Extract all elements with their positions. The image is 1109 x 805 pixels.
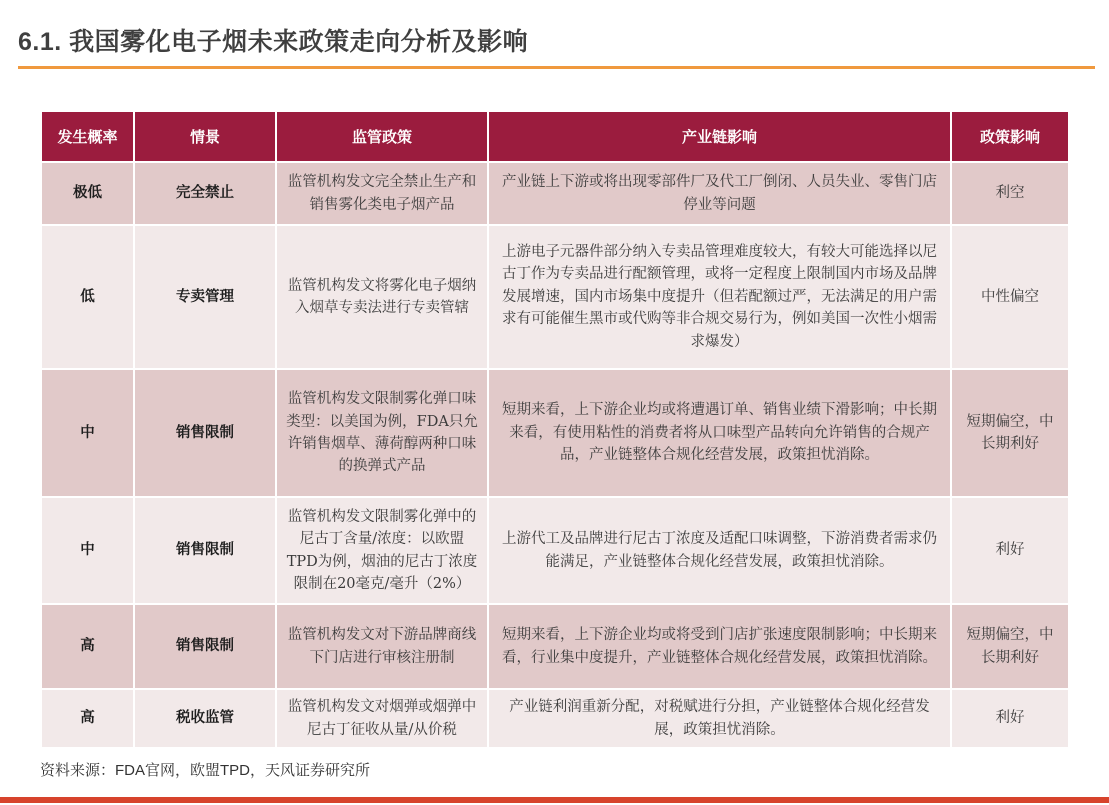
page-title: 6.1. 我国雾化电子烟未来政策走向分析及影响 — [18, 28, 529, 56]
industry-impact-cell: 上游电子元器件部分纳入专卖品管理难度较大，有较大可能选择以尼古丁作为专卖品进行配额管理，或将一定程度上限制国内市场及品牌发展增速，国内市场集中度提升（但若配额过严，无法满足的用户需求有可能催生黑市或代购等非合规交易行为，例如美国一次性小烟需求爆发） — [488, 225, 951, 369]
probability-cell: 中 — [41, 497, 134, 604]
probability-cell: 高 — [41, 689, 134, 748]
policy-cell: 监管机构发文对烟弹或烟弹中尼古丁征收从量/从价税 — [276, 689, 488, 748]
scenario-cell: 专卖管理 — [134, 225, 276, 369]
table-row — [41, 497, 1069, 604]
industry-impact-cell: 产业链利润重新分配，对税赋进行分担，产业链整体合规化经营发展，政策担忧消除。 — [488, 689, 951, 748]
probability-cell: 高 — [41, 604, 134, 689]
source-note: 资料来源：FDA官网，欧盟TPD，天风证券研究所 — [40, 762, 371, 779]
header-policy-effect: 政策影响 — [951, 111, 1069, 162]
policy-effect-cell: 利空 — [951, 162, 1069, 225]
header-industry-impact: 产业链影响 — [488, 111, 951, 162]
header-probability: 发生概率 — [41, 111, 134, 162]
policy-effect-cell: 短期偏空，中长期利好 — [951, 604, 1069, 689]
scenario-cell: 完全禁止 — [134, 162, 276, 225]
probability-cell: 极低 — [41, 162, 134, 225]
table-row — [41, 604, 1069, 689]
scenario-cell: 税收监管 — [134, 689, 276, 748]
policy-cell: 监管机构发文限制雾化弹中的尼古丁含量/浓度：以欧盟TPD为例，烟油的尼古丁浓度限制在20毫克/毫升（2%） — [276, 497, 488, 604]
scenario-cell: 销售限制 — [134, 604, 276, 689]
title-underline — [18, 66, 1095, 69]
industry-impact-cell: 产业链上下游或将出现零部件厂及代工厂倒闭、人员失业、零售门店停业等问题 — [488, 162, 951, 225]
scenario-cell: 销售限制 — [134, 369, 276, 497]
policy-cell: 监管机构发文将雾化电子烟纳入烟草专卖法进行专卖管辖 — [276, 225, 488, 369]
policy-effect-cell: 利好 — [951, 497, 1069, 604]
table-row — [41, 162, 1069, 225]
policy-effect-cell: 利好 — [951, 689, 1069, 748]
scenario-cell: 销售限制 — [134, 497, 276, 604]
bottom-accent-bar — [0, 797, 1109, 803]
policy-scenario-table — [40, 110, 1070, 749]
table-row — [41, 225, 1069, 369]
table-header-row — [41, 111, 1069, 162]
industry-impact-cell: 短期来看，上下游企业均或将遭遇订单、销售业绩下滑影响；中长期来看，有使用粘性的消费者将从口味型产品转向允许销售的合规产品，产业链整体合规化经营发展，政策担忧消除。 — [488, 369, 951, 497]
table-row — [41, 369, 1069, 497]
policy-cell: 监管机构发文完全禁止生产和销售雾化类电子烟产品 — [276, 162, 488, 225]
policy-effect-cell: 短期偏空，中长期利好 — [951, 369, 1069, 497]
header-scenario: 情景 — [134, 111, 276, 162]
policy-effect-cell: 中性偏空 — [951, 225, 1069, 369]
table-row — [41, 689, 1069, 748]
probability-cell: 低 — [41, 225, 134, 369]
probability-cell: 中 — [41, 369, 134, 497]
policy-cell: 监管机构发文限制雾化弹口味类型：以美国为例，FDA只允许销售烟草、薄荷醇两种口味的换弹式产品 — [276, 369, 488, 497]
header-policy: 监管政策 — [276, 111, 488, 162]
policy-cell: 监管机构发文对下游品牌商线下门店进行审核注册制 — [276, 604, 488, 689]
title-block — [0, 0, 1109, 69]
industry-impact-cell: 短期来看，上下游企业均或将受到门店扩张速度限制影响；中长期来看，行业集中度提升，产业链整体合规化经营发展，政策担忧消除。 — [488, 604, 951, 689]
industry-impact-cell: 上游代工及品牌进行尼古丁浓度及适配口味调整，下游消费者需求仍能满足，产业链整体合规化经营发展，政策担忧消除。 — [488, 497, 951, 604]
